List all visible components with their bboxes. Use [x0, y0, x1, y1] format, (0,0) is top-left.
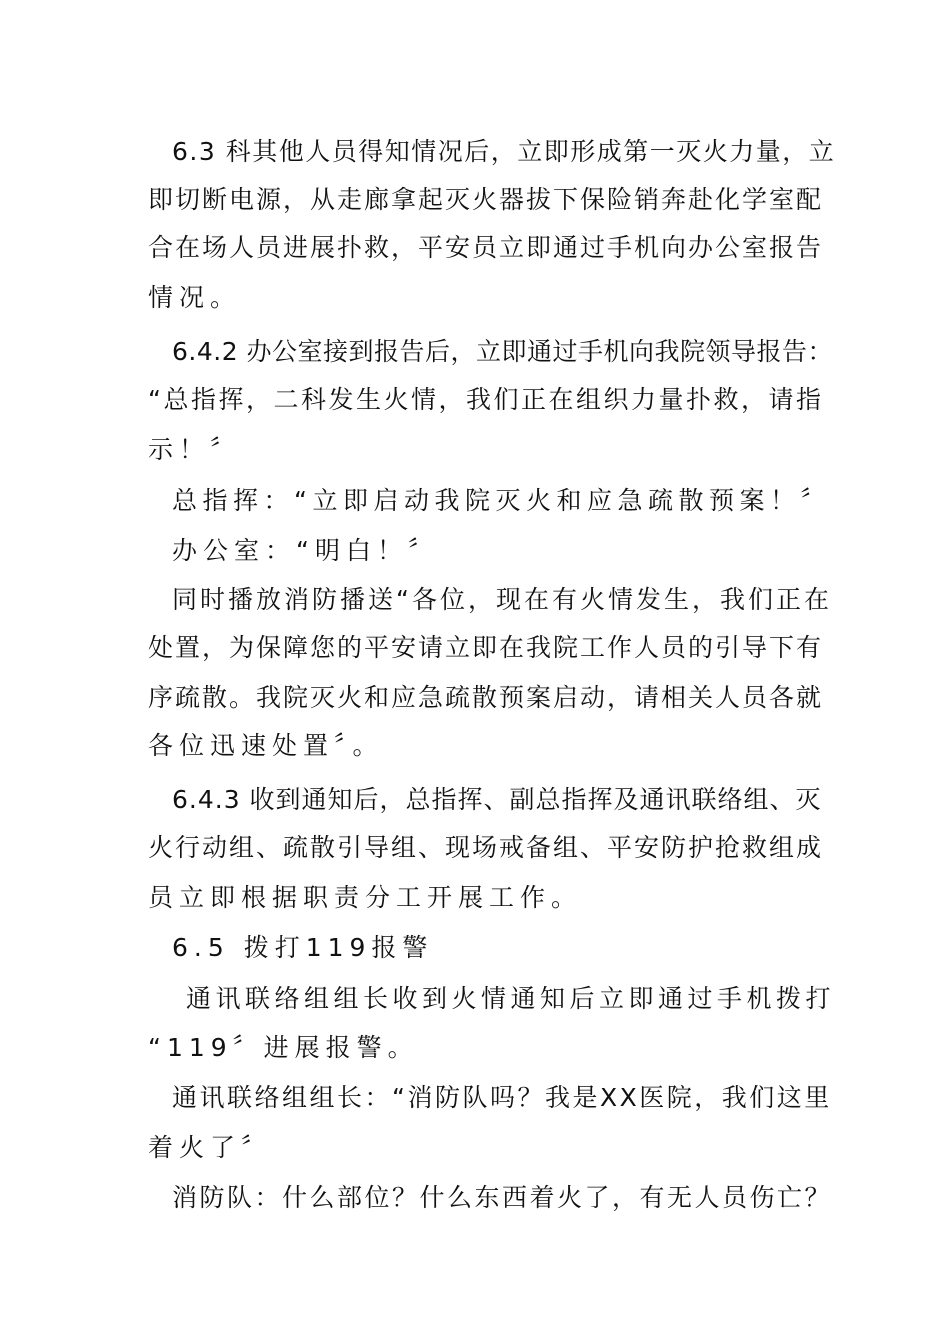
paragraph-line: 消防队：什么部位？什么东西着火了，有无人员伤亡？ [172, 1183, 833, 1212]
paragraph-line: 各位迅速处置〞。 [148, 731, 384, 760]
paragraph-line: 即切断电源，从走廊拿起灭火器拔下保险销奔赴化学室配 [148, 185, 824, 214]
paragraph-line: 同时播放消防播送“各位，现在有火情发生，我们正在 [172, 585, 832, 614]
paragraph-line: “总指挥，二科发生火情，我们正在组织力量扑救，请指 [148, 385, 824, 414]
paragraph-line: 6.4.2 办公室接到报告后，立即通过手机向我院领导报告： [172, 337, 834, 366]
paragraph-line: 合在场人员进展扑救，平安员立即通过手机向办公室报告 [148, 233, 824, 262]
paragraph-line: 员立即根据职责分工开展工作。 [148, 883, 583, 912]
paragraph-line: 示！〞 [148, 435, 242, 464]
paragraph-line: 6.4.3 收到通知后，总指挥、副总指挥及通讯联络组、灭 [172, 785, 822, 814]
paragraph-line: 6.5 拨打119报警 [172, 933, 434, 962]
paragraph-line: 通讯联络组组长：“消防队吗？我是XX医院，我们这里 [172, 1083, 832, 1112]
paragraph-line: 处置，为保障您的平安请立即在我院工作人员的引导下有 [148, 633, 824, 662]
paragraph-line: 通讯联络组组长收到火情通知后立即通过手机拨打 [186, 984, 836, 1013]
paragraph-line: 情况。 [148, 283, 242, 312]
paragraph-line: 办公室：“明白！〞 [172, 536, 439, 565]
paragraph-line: 总指挥：“立即启动我院灭火和应急疏散预案！〞 [172, 486, 831, 515]
paragraph-line: 序疏散。我院灭火和应急疏散预案启动，请相关人员各就 [148, 683, 824, 712]
paragraph-line: “119〞进展报警。 [148, 1033, 419, 1062]
paragraph-line: 6.3 科其他人员得知情况后，立即形成第一灭火力量，立 [172, 137, 836, 166]
paragraph-line: 火行动组、疏散引导组、现场戒备组、平安防护抢救组成 [148, 833, 824, 862]
paragraph-line: 着火了〞 [148, 1133, 273, 1162]
